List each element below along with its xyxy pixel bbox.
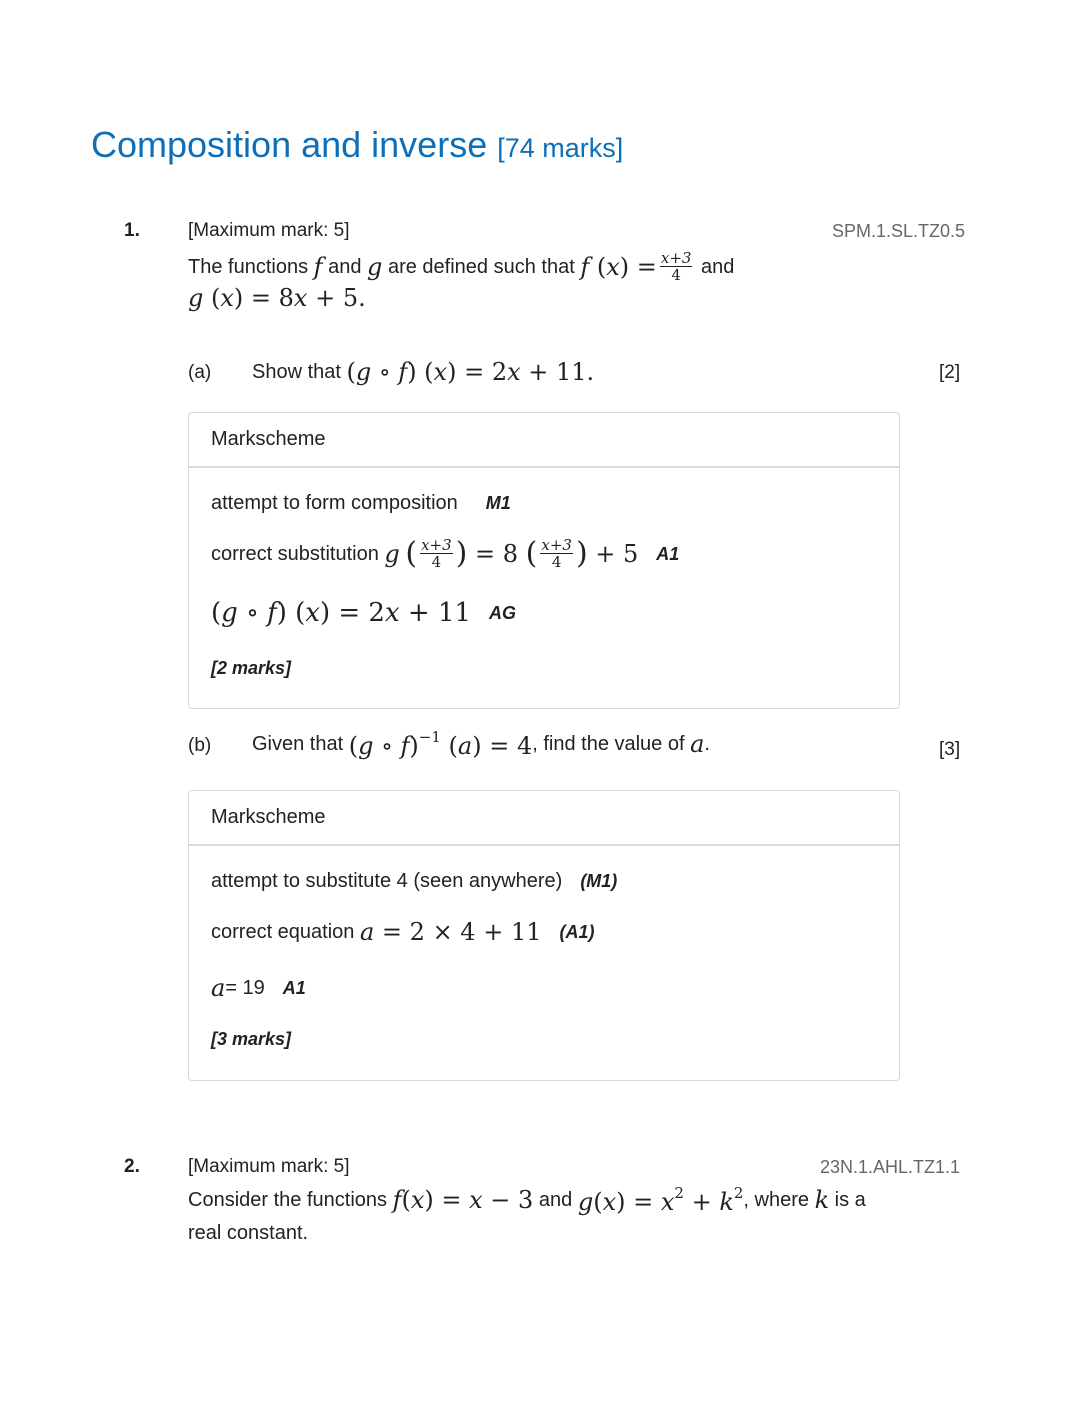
math-inverse: (g ∘ f)$^{-1}$ (a) = 4: [348, 728, 533, 760]
markscheme-box-b: [188, 790, 900, 1081]
part-b-question: [252, 728, 710, 760]
intro-defined: are defined such that: [387, 255, 575, 278]
part-a-marks: [2]: [939, 362, 961, 383]
markscheme-line-1: [211, 492, 511, 515]
markscheme-line-3: [211, 974, 306, 1002]
fraction: $\frac{x+3}{4}$: [660, 249, 692, 284]
math-composition: (g ∘ f) (x) = 2x + 11.: [346, 358, 595, 386]
math-a: a: [211, 974, 226, 1002]
markscheme-total: [211, 1029, 291, 1050]
math-g: g: [384, 540, 400, 568]
markscheme-header[interactable]: Markscheme: [189, 791, 899, 846]
markscheme-total: [211, 658, 291, 679]
math-f-def: f (x) =: [580, 253, 657, 281]
math-g-def: g (x) = 8x + 5.: [188, 284, 366, 312]
mark-code: AG: [489, 602, 517, 623]
question-code: 23N.1.AHL.TZ1.1: [820, 1157, 961, 1177]
question-number: 2.: [124, 1156, 140, 1177]
intro-where: , where: [743, 1188, 809, 1211]
part-b-mid: , find the value of: [532, 732, 685, 755]
page-title: [91, 124, 623, 166]
markscheme-line-1: [211, 870, 617, 893]
intro-and-2: and: [701, 255, 735, 278]
part-b-marks: [3]: [939, 739, 961, 760]
question-intro-line-1: [188, 248, 734, 286]
mark-code: (M1): [580, 871, 618, 891]
intro-text: Consider the functions: [188, 1188, 388, 1211]
math-k: k: [814, 1186, 830, 1214]
part-a-question: [252, 358, 594, 386]
math-f: f: [313, 253, 323, 281]
markscheme-line-3: [211, 598, 516, 628]
math-composition-result: (g ∘ f) (x) = 2x + 11: [211, 598, 472, 628]
intro-is-a: is a: [834, 1188, 866, 1211]
question-intro-line-1: [188, 1182, 866, 1218]
line-text: correct substitution: [211, 542, 379, 565]
question-number: 1.: [124, 220, 140, 241]
total-marks: [3 marks]: [211, 1029, 292, 1049]
line-text: = 19: [225, 976, 265, 999]
part-b-end: .: [704, 732, 710, 755]
question-intro-line-2: real constant.: [188, 1222, 309, 1244]
intro-and: and: [328, 255, 362, 278]
part-a-label: (a): [188, 362, 212, 383]
title-text: Composition and inverse: [91, 124, 488, 165]
max-mark: [Maximum mark: 5]: [188, 220, 350, 241]
math-equation: a = 2 × 4 + 11: [359, 918, 542, 946]
question-code: SPM.1.SL.TZ0.5: [832, 221, 966, 241]
mark-code: M1: [485, 493, 511, 513]
markscheme-line-2: correct substitution g ( $\frac{x+3}{4}$ ) = 8 ( $\frac{x+3}{4}$ ) + 5 A1: [211, 536, 680, 571]
part-b-prefix: Given that: [252, 732, 344, 755]
math-g-def: $g(x) = x^2 + k^2$: [577, 1184, 744, 1216]
math-a: a: [690, 730, 705, 758]
part-a-prefix: Show that: [252, 360, 341, 383]
markscheme-header[interactable]: Markscheme: [189, 413, 899, 468]
line-text: correct equation: [211, 920, 355, 943]
markscheme-box-a: [188, 412, 900, 709]
max-mark: [Maximum mark: 5]: [188, 1156, 350, 1177]
mark-code: A1: [656, 543, 680, 564]
total-marks: [2 marks]: [211, 658, 292, 678]
mark-code: (A1): [559, 921, 595, 942]
title-marks: [74 marks]: [497, 133, 624, 163]
math-f-def: f(x) = x − 3: [392, 1186, 534, 1214]
markscheme-line-2: [211, 918, 594, 946]
math-g: g: [367, 253, 383, 281]
line-text: attempt to substitute 4 (seen anywhere): [211, 870, 563, 892]
mark-code: A1: [282, 977, 306, 998]
intro-text: The functions: [188, 255, 309, 278]
line-text: attempt to form composition: [211, 492, 458, 514]
part-b-label: (b): [188, 735, 212, 756]
intro-and: and: [538, 1188, 573, 1211]
